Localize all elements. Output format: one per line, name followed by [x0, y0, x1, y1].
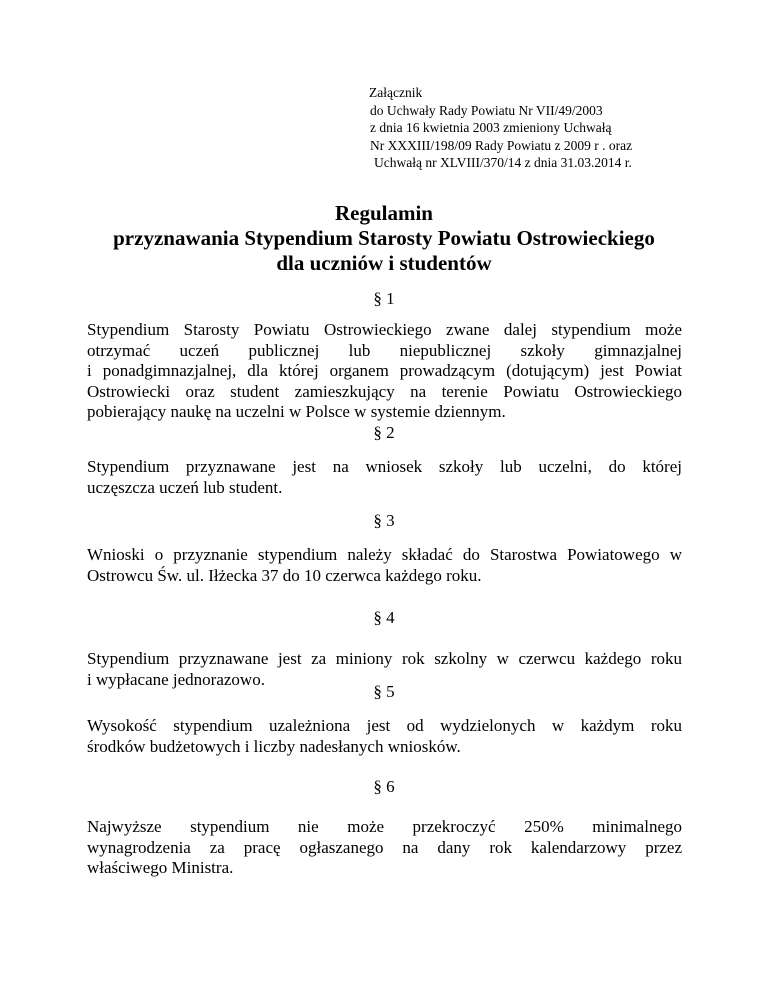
section-paragraph	[87, 817, 682, 879]
section-number: § 4	[373, 608, 395, 627]
section-number: § 5	[373, 682, 395, 701]
section-paragraph	[87, 320, 682, 423]
paragraph-line: otrzymać uczeń publicznej lub niepublicznej szkoły gimnazjalnej	[87, 340, 682, 360]
paragraph-line: uczęszcza uczeń lub student.	[87, 477, 283, 497]
paragraph-line: pobierający naukę na uczelni w Polsce w systemie dziennym.	[87, 402, 506, 421]
annex-line: Nr XXXIII/198/09 Rady Powiatu z 2009 r . oraz	[370, 137, 633, 153]
paragraph-line: Najwyższe stypendium nie może przekroczyć 250% minimalnego	[87, 817, 682, 836]
paragraph-line: i wypłacane jednorazowo.	[87, 669, 265, 689]
title-line: przyznawania Stypendium Starosty Powiatu Ostrowieckiego	[113, 226, 655, 250]
section-number: § 1	[373, 289, 395, 308]
paragraph-line: i ponadgimnazjalnej, dla której organem prowadzącym (dotującym) jest Powiat	[87, 361, 682, 380]
section-paragraph	[87, 457, 682, 498]
section-number: § 2	[373, 423, 395, 442]
section-paragraph	[87, 545, 682, 586]
paragraph-line: Stypendium przyznawane jest na wniosek szkoły lub uczelni, do której	[87, 457, 682, 476]
paragraph-line: Stypendium Starosty Powiatu Ostrowieckiego zwane dalej stypendium może	[87, 320, 682, 339]
paragraph-line: Ostrowiecki oraz student zamieszkujący na terenie Powiatu Ostrowieckiego	[87, 381, 682, 401]
annex-header	[362, 84, 702, 172]
paragraph-line: właściwego Ministra.	[87, 858, 234, 877]
paragraph-line: Wysokość stypendium uzależniona jest od wydzielonych w każdym roku	[87, 716, 682, 735]
paragraph-line: Wnioski o przyznanie stypendium należy składać do Starostwa Powiatowego w	[87, 545, 682, 564]
paragraph-line: Ostrowcu Św. ul. Iłżecka 37 do 10 czerwca każdego roku.	[87, 565, 482, 585]
annex-line: do Uchwały Rady Powiatu Nr VII/49/2003	[370, 102, 603, 118]
document-title	[60, 201, 708, 276]
paragraph-line: środków budżetowych i liczby nadesłanych wniosków.	[87, 736, 461, 756]
annex-line: z dnia 16 kwietnia 2003 zmieniony Uchwałą	[370, 120, 612, 135]
section-number: § 3	[373, 511, 395, 530]
annex-line: Załącznik	[369, 85, 423, 100]
section-number: § 6	[373, 777, 395, 796]
annex-line: Uchwałą nr XLVIII/370/14 z dnia 31.03.2014 r.	[374, 155, 632, 170]
title-line: Regulamin	[334, 201, 433, 225]
paragraph-line: wynagrodzenia za pracę ogłaszanego na dany rok kalendarzowy przez	[87, 837, 682, 857]
paragraph-line: Stypendium przyznawane jest za miniony rok szkolny w czerwcu każdego roku	[87, 649, 682, 668]
section-paragraph	[87, 716, 682, 757]
title-line: dla uczniów i studentów	[276, 251, 492, 275]
